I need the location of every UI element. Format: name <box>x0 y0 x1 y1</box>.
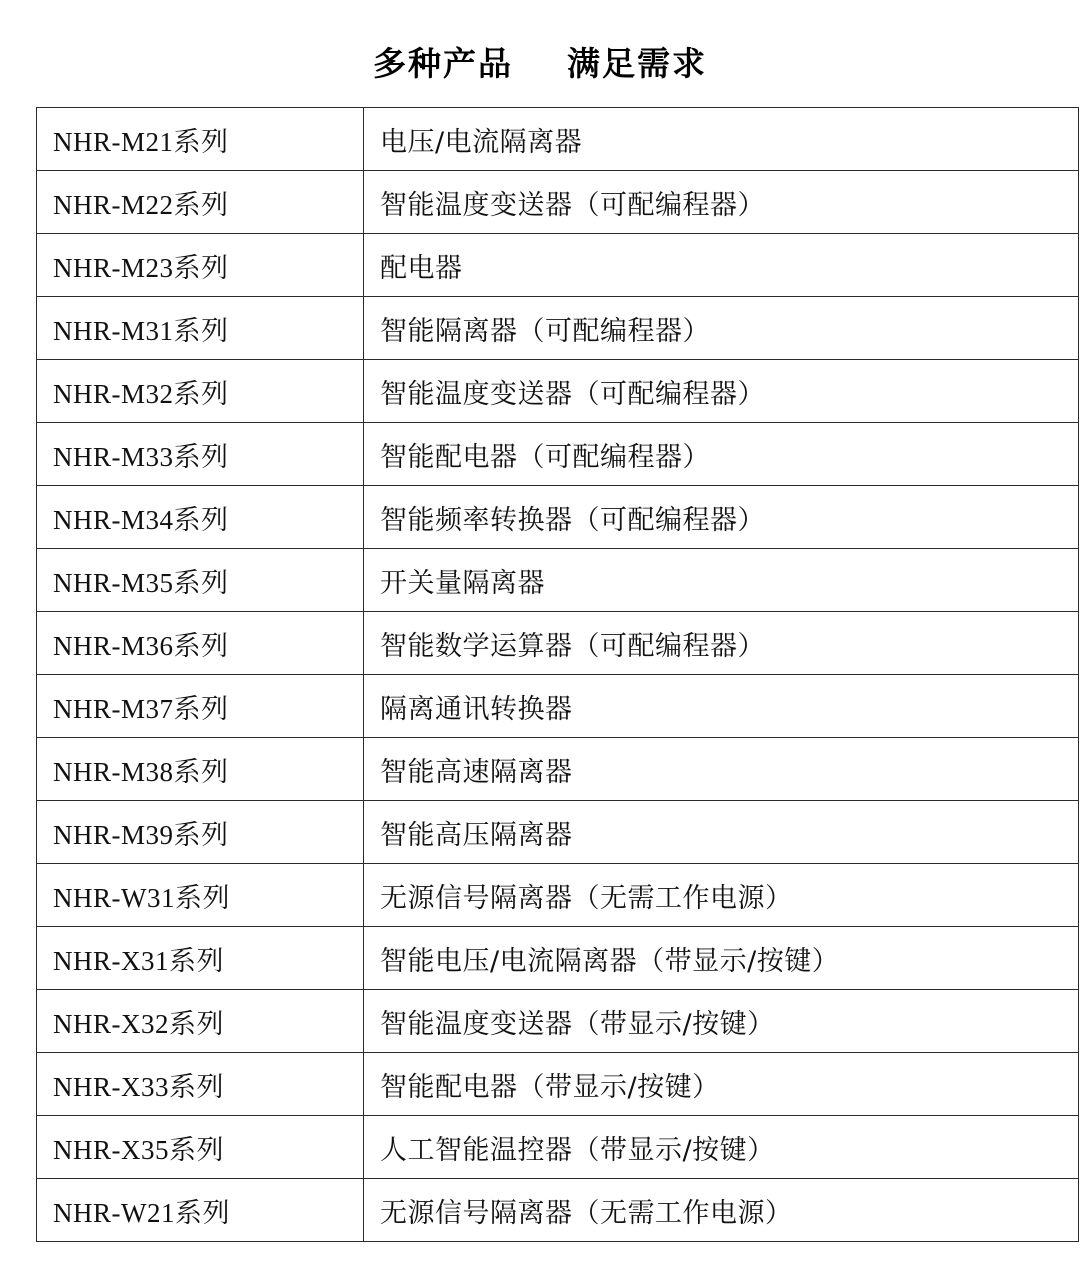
cell-model: NHR-M31系列 <box>37 297 364 360</box>
cell-model: NHR-W21系列 <box>37 1179 364 1242</box>
table-row <box>37 108 1079 171</box>
table-row <box>37 990 1079 1053</box>
cell-description: 无源信号隔离器（无需工作电源） <box>364 1179 1079 1242</box>
table-row <box>37 612 1079 675</box>
table-row <box>37 1053 1079 1116</box>
cell-model: NHR-M22系列 <box>37 171 364 234</box>
cell-model: NHR-M21系列 <box>37 108 364 171</box>
table-row <box>37 738 1079 801</box>
table-row <box>37 486 1079 549</box>
cell-description: 智能配电器（带显示/按键） <box>364 1053 1079 1116</box>
cell-description: 无源信号隔离器（无需工作电源） <box>364 864 1079 927</box>
page-title: 多种产品 满足需求 <box>373 44 707 83</box>
cell-model: NHR-X32系列 <box>37 990 364 1053</box>
cell-model: NHR-M35系列 <box>37 549 364 612</box>
table-row <box>37 675 1079 738</box>
cell-description: 智能高速隔离器 <box>364 738 1079 801</box>
product-table-container <box>36 107 1044 1242</box>
cell-description: 隔离通讯转换器 <box>364 675 1079 738</box>
cell-model: NHR-X31系列 <box>37 927 364 990</box>
table-row <box>37 360 1079 423</box>
cell-description: 智能温度变送器（带显示/按键） <box>364 990 1079 1053</box>
cell-description: 智能配电器（可配编程器） <box>364 423 1079 486</box>
cell-description: 电压/电流隔离器 <box>364 108 1079 171</box>
cell-description: 智能温度变送器（可配编程器） <box>364 171 1079 234</box>
cell-model: NHR-M37系列 <box>37 675 364 738</box>
table-row <box>37 423 1079 486</box>
table-row <box>37 297 1079 360</box>
product-table-body <box>37 108 1079 1242</box>
cell-description: 开关量隔离器 <box>364 549 1079 612</box>
cell-description: 人工智能温控器（带显示/按键） <box>364 1116 1079 1179</box>
table-row <box>37 927 1079 990</box>
cell-description: 智能隔离器（可配编程器） <box>364 297 1079 360</box>
cell-model: NHR-M23系列 <box>37 234 364 297</box>
cell-model: NHR-M38系列 <box>37 738 364 801</box>
cell-model: NHR-X35系列 <box>37 1116 364 1179</box>
table-row <box>37 1179 1079 1242</box>
cell-model: NHR-X33系列 <box>37 1053 364 1116</box>
cell-model: NHR-M36系列 <box>37 612 364 675</box>
table-row <box>37 549 1079 612</box>
table-row <box>37 801 1079 864</box>
table-row <box>37 234 1079 297</box>
cell-model: NHR-W31系列 <box>37 864 364 927</box>
table-row <box>37 1116 1079 1179</box>
table-row <box>37 171 1079 234</box>
cell-description: 智能温度变送器（可配编程器） <box>364 360 1079 423</box>
cell-model: NHR-M33系列 <box>37 423 364 486</box>
table-row <box>37 864 1079 927</box>
cell-description: 智能数学运算器（可配编程器） <box>364 612 1079 675</box>
cell-description: 智能频率转换器（可配编程器） <box>364 486 1079 549</box>
cell-description: 配电器 <box>364 234 1079 297</box>
cell-model: NHR-M39系列 <box>37 801 364 864</box>
cell-model: NHR-M32系列 <box>37 360 364 423</box>
cell-description: 智能高压隔离器 <box>364 801 1079 864</box>
cell-description: 智能电压/电流隔离器（带显示/按键） <box>364 927 1079 990</box>
cell-model: NHR-M34系列 <box>37 486 364 549</box>
product-table <box>36 107 1079 1242</box>
